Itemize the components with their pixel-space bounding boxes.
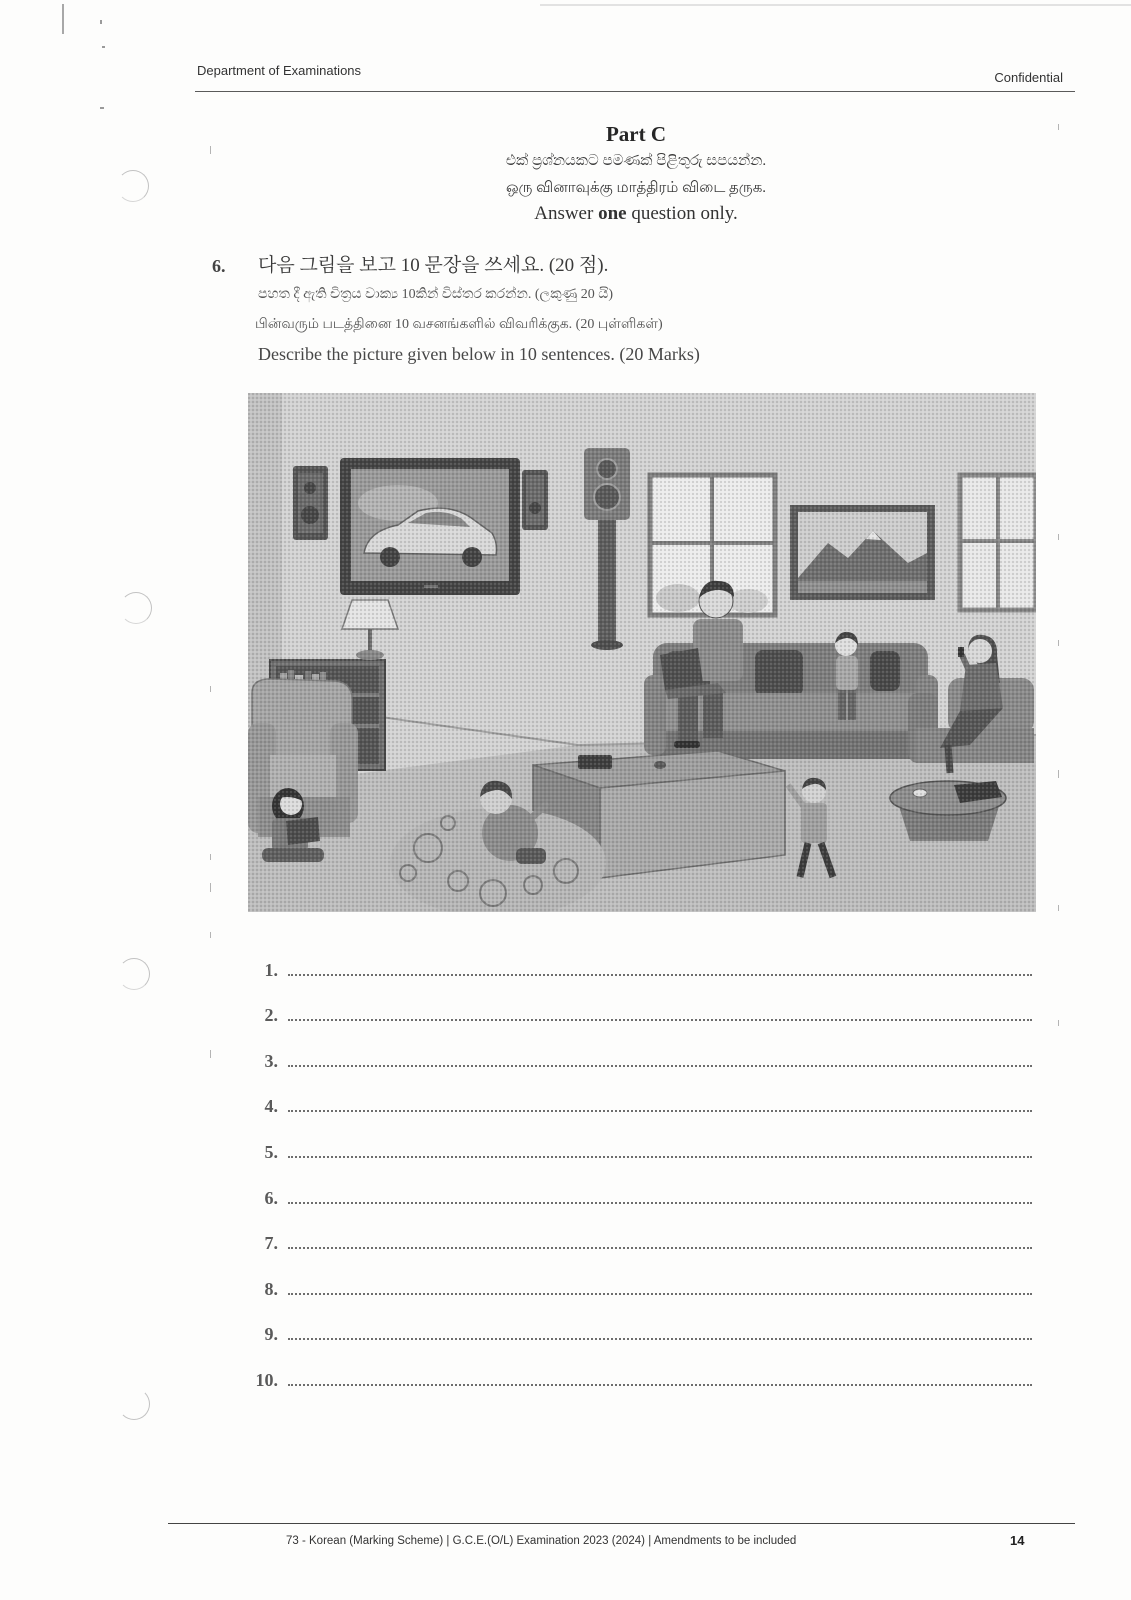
scan-tick: [210, 1050, 211, 1058]
answer-line-number: 7.: [264, 1233, 278, 1254]
instruction-text: question only.: [626, 203, 738, 224]
scan-tick: [1058, 640, 1059, 646]
answer-line: [246, 1253, 1032, 1299]
question-number: 6.: [212, 256, 226, 276]
answer-line-dots: [288, 1237, 1032, 1249]
scan-tick: [1058, 124, 1059, 130]
scan-tick: [1058, 905, 1059, 911]
part-instruction-english: [386, 202, 886, 226]
footer-rule: [168, 1523, 1075, 1524]
answer-line-dots: [288, 964, 1032, 976]
answer-line-number: 4.: [264, 1096, 278, 1117]
header-confidential: Confidential: [994, 70, 1063, 85]
punch-hole: [118, 1388, 150, 1420]
answer-line-number: 8.: [264, 1278, 278, 1299]
scan-edge-mark: [62, 4, 64, 34]
answer-line-dots: [288, 1283, 1032, 1295]
halftone-overlay: [248, 393, 1036, 912]
scan-tick: [210, 883, 211, 892]
punch-hole: [117, 170, 149, 202]
answer-line: [246, 1344, 1032, 1390]
answer-line-dots: [288, 1328, 1032, 1340]
answer-line-dots: [288, 1100, 1032, 1112]
part-instruction-sinhala: එක් ප්‍රශ්නයකට පමණක් පිළිතුරු සපයන්න.: [505, 153, 767, 169]
answer-line: [246, 1208, 1032, 1254]
question-sinhala: පහත දී ඇති චිත්‍රය වාක්‍ය 10කින් විස්තර කරන්න. (ලකුණු 20 යි): [258, 287, 614, 302]
part-instruction-tamil: ஒரு வினாவுக்கு மாத்திரம் விடை தருக.: [505, 180, 767, 196]
question-korean: 다음 그림을 보고 10 문장을 쓰세요. (20 점).: [258, 255, 609, 276]
scan-speck: [102, 46, 105, 48]
living-room-illustration: [248, 393, 1036, 912]
scan-tick: [1058, 1020, 1059, 1026]
answer-line: [246, 1116, 1032, 1162]
answer-line-number: 1.: [264, 959, 278, 980]
scan-tick: [210, 932, 211, 938]
part-title: Part C: [605, 122, 667, 146]
answer-line: [246, 1071, 1032, 1117]
scan-top-edge: [540, 4, 1131, 6]
scan-tick: [1058, 534, 1059, 540]
answer-line-dots: [288, 1192, 1032, 1204]
answer-line-number: 6.: [264, 1187, 278, 1208]
answer-line-number: 10.: [255, 1369, 278, 1390]
answer-line: [246, 1025, 1032, 1071]
question-english: Describe the picture given below in 10 sentences. (20 Marks): [258, 344, 700, 364]
answer-line-dots: [288, 1009, 1032, 1021]
question-tamil: பின்வரும் படத்தினை 10 வசனங்களில் விவரிக்குக. (20 புள்ளிகள்): [255, 317, 663, 332]
punch-hole: [120, 592, 152, 624]
scan-tick: [210, 146, 211, 154]
answer-line-dots: [288, 1055, 1032, 1067]
scan-tick: [210, 686, 211, 692]
answer-line-number: 3.: [264, 1050, 278, 1071]
answer-line: [246, 980, 1032, 1026]
footer-text: 73 - Korean (Marking Scheme) | G.C.E.(O/L) Examination 2023 (2024) | Amendments to be included: [286, 1535, 797, 1547]
scan-tick: [1058, 770, 1059, 778]
answer-line-number: 9.: [264, 1324, 278, 1345]
answer-line: [246, 1299, 1032, 1345]
answer-line-number: 5.: [264, 1141, 278, 1162]
header-department: Department of Examinations: [197, 63, 362, 78]
answer-line: [246, 934, 1032, 980]
answer-line-number: 2.: [264, 1005, 278, 1026]
question-picture: [248, 393, 1036, 912]
answer-lines: [246, 934, 1032, 1390]
answer-line: [246, 1162, 1032, 1208]
scan-speck: [100, 107, 104, 109]
page-number: 14: [1010, 1533, 1025, 1548]
header-rule: [195, 91, 1075, 92]
instruction-text: Answer: [534, 203, 599, 224]
scan-tick: [210, 854, 211, 860]
answer-line-dots: [288, 1374, 1032, 1386]
answer-line-dots: [288, 1146, 1032, 1158]
scan-speck: [100, 20, 102, 24]
instruction-emphasis: one: [598, 203, 627, 224]
punch-hole: [118, 958, 150, 990]
